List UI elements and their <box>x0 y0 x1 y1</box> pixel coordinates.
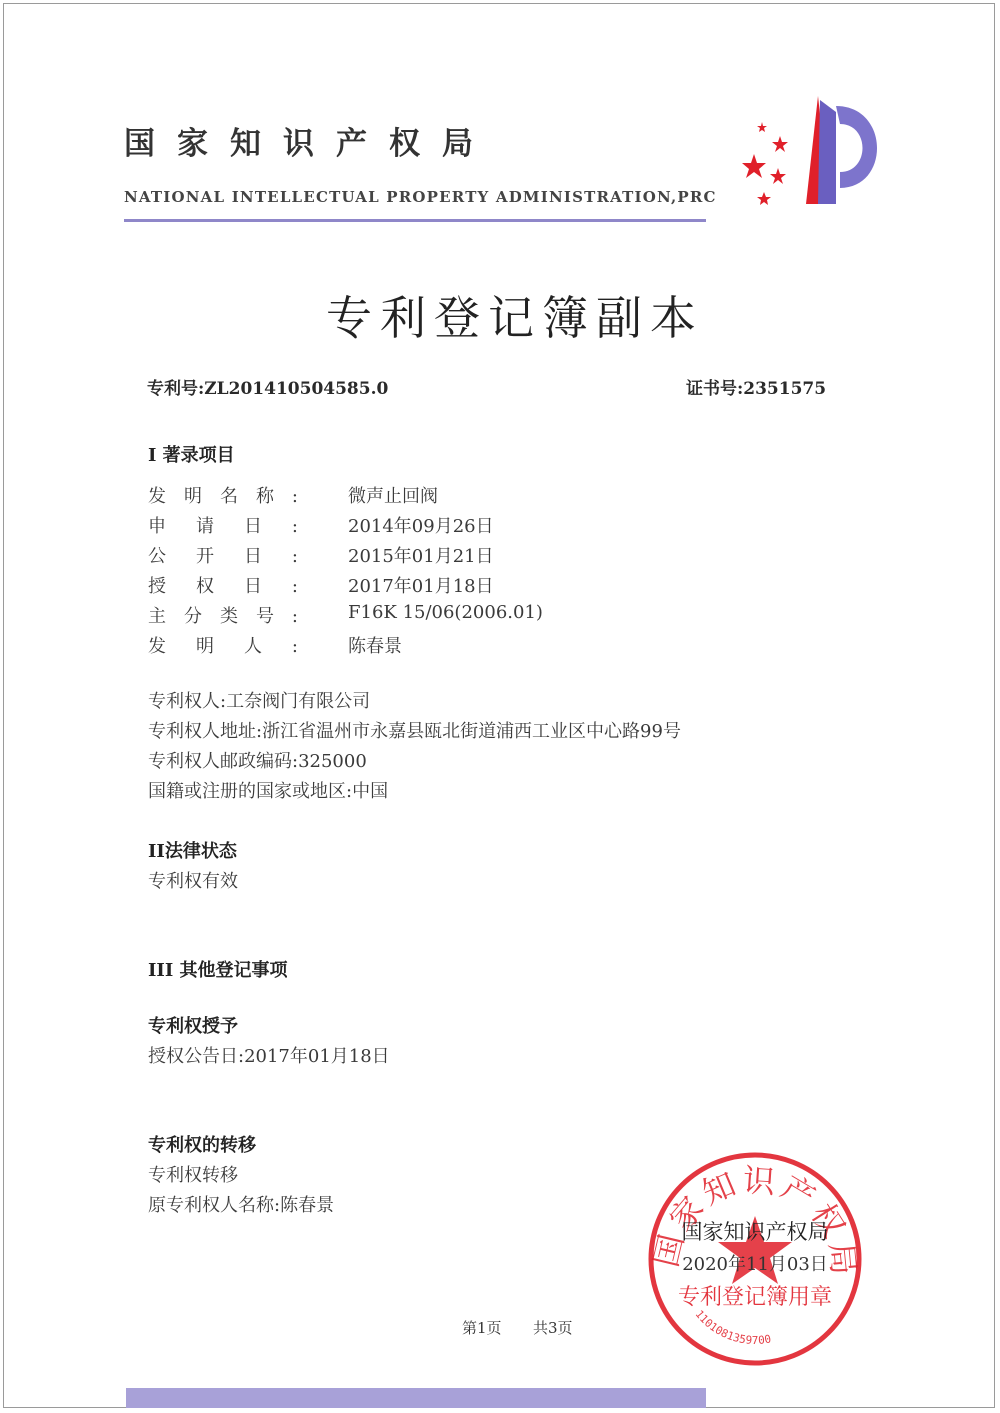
application-date-value: 2014年09月26日 <box>348 516 494 537</box>
cnipa-logo-icon <box>740 92 892 208</box>
patentee: 专利权人:工奈阀门有限公司 <box>148 691 371 712</box>
document-title: 专利登记簿副本 <box>326 291 704 345</box>
page-number: 第1页 <box>462 1319 502 1337</box>
patent-number: 专利号:ZL201410504585.0 <box>147 379 389 399</box>
transfer-heading: 专利权的转移 <box>148 1135 256 1156</box>
patentee-country: 国籍或注册的国家或地区:中国 <box>148 781 389 802</box>
seal-purpose: 专利登记簿用章 <box>677 1285 833 1310</box>
footer-bar <box>126 1388 706 1408</box>
patentee-address: 专利权人地址:浙江省温州市永嘉县瓯北街道浦西工业区中心路99号 <box>148 721 681 742</box>
agency-name-cn: 国家知识产权局 <box>124 126 495 162</box>
publication-date-value: 2015年01月21日 <box>348 546 494 567</box>
inventor-label: 发明人: <box>148 636 298 657</box>
official-seal-stamp <box>640 1144 870 1374</box>
seal-serial: 1101081359700 <box>692 1307 773 1348</box>
agency-name-en: NATIONAL INTELLECTUAL PROPERTY ADMINISTRATION,PRC <box>124 188 717 206</box>
invention-name-label: 发明名称: <box>148 486 298 507</box>
invention-name-value: 微声止回阀 <box>348 486 438 507</box>
inventor-value: 陈春景 <box>348 636 402 657</box>
grant-announcement-date: 授权公告日:2017年01月18日 <box>148 1046 390 1067</box>
section-heading-other-items: III 其他登记事项 <box>148 960 288 981</box>
patentee-postcode: 专利权人邮政编码:325000 <box>148 751 367 772</box>
main-classification-value: F16K 15/06(2006.01) <box>348 602 543 623</box>
grant-heading: 专利权授予 <box>148 1016 238 1037</box>
certificate-number: 证书号:2351575 <box>686 379 827 399</box>
grant-date-label: 授权日: <box>148 576 298 597</box>
main-classification-label: 主分类号: <box>148 606 298 627</box>
transfer-value: 专利权转移 <box>148 1165 238 1186</box>
publication-date-label: 公开日: <box>148 546 298 567</box>
grant-date-value: 2017年01月18日 <box>348 576 494 597</box>
header-divider <box>124 219 706 222</box>
section-heading-bibliographic: I 著录项目 <box>148 445 235 466</box>
section-heading-legal-status: II法律状态 <box>148 841 237 862</box>
seal-date: 2020年11月03日 <box>682 1254 828 1275</box>
application-date-label: 申请日: <box>148 516 298 537</box>
page-total: 共3页 <box>533 1319 573 1337</box>
former-patentee: 原专利权人名称:陈春景 <box>148 1195 335 1216</box>
seal-center-title: 国家知识产权局 <box>681 1220 829 1244</box>
seal-ring-text: 国家知识产权局 <box>646 1161 864 1281</box>
svg-text:1101081359700 <box>693 1308 773 1347</box>
legal-status-value: 专利权有效 <box>148 871 238 892</box>
